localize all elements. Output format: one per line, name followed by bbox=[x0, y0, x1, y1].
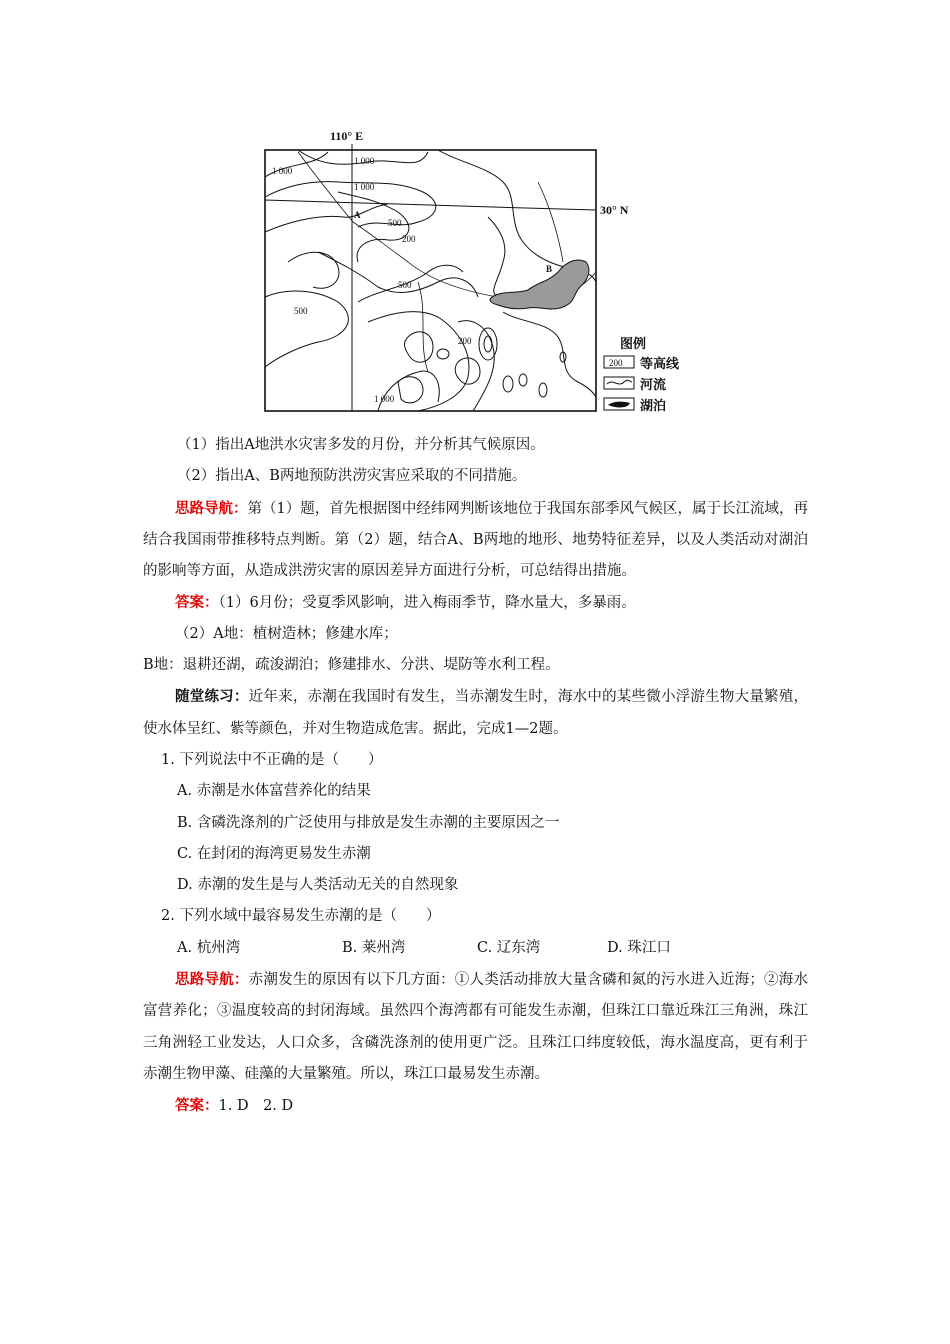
contour-map-figure bbox=[258, 122, 698, 422]
mc2-option-d: D. 珠江口 bbox=[607, 939, 671, 956]
answer-2 bbox=[143, 1090, 808, 1121]
lake-b bbox=[490, 260, 589, 309]
mc1-option-a: A. 赤潮是水体富营养化的结果 bbox=[177, 783, 371, 800]
answer-1-line-3: B地：退耕还湖，疏浚湖泊；修建排水、分洪、堤防等水利工程。 bbox=[143, 657, 560, 674]
latitude-line-east bbox=[526, 208, 596, 210]
mc1-option-b: B. 含磷洗涤剂的广泛使用与排放是发生赤潮的主要原因之一 bbox=[177, 814, 560, 831]
river-symbol-line bbox=[607, 380, 632, 384]
answer-1-line-2: （2）A地：植树造林；修建水库； bbox=[175, 625, 398, 642]
question-1: （1）指出A地洪水灾害多发的月份，并分析其气候原因。 bbox=[177, 437, 545, 453]
contour-map-svg bbox=[258, 122, 698, 422]
map-legend bbox=[604, 336, 680, 414]
guide-label-2: 思路导航： bbox=[175, 971, 249, 989]
contour-label: 1 000 bbox=[374, 394, 395, 404]
document-body bbox=[143, 430, 808, 1122]
contour-label: 500 bbox=[398, 280, 412, 290]
legend-title: 图例 bbox=[620, 337, 647, 352]
mc-question-1: 1. 下列说法中不正确的是（ ） bbox=[161, 751, 383, 768]
answer-1-line-1 bbox=[143, 587, 808, 618]
lake-symbol-shape bbox=[608, 402, 630, 408]
point-a-label: A bbox=[354, 210, 361, 220]
latitude-line bbox=[265, 200, 526, 208]
mc1-option-c: C. 在封闭的海湾更易发生赤潮 bbox=[177, 845, 371, 862]
guide-paragraph-1 bbox=[143, 493, 808, 588]
practice-paragraph bbox=[143, 681, 808, 745]
mc-question-2: 2. 下列水域中最容易发生赤潮的是（ ） bbox=[161, 908, 441, 925]
practice-label: 随堂练习： bbox=[175, 688, 249, 706]
guide-text-2: 赤潮发生的原因有以下几方面：①人类活动排放大量含磷和氮的污水进入近海；②海水富营养化；③温度较高的封闭海域。虽然四个海湾都有可能发生赤潮，但珠江口靠近珠江三角洲，珠江三角洲轻工业发达，人口众多，含磷洗涤剂的使用更广泛。且珠江口纬度较低，海水温度高，更有利于赤潮生物甲藻、硅藻的大量繁殖。所以，珠江口最易发生赤潮。 bbox=[143, 972, 809, 1082]
mc1-option-d: D. 赤潮的发生是与人类活动无关的自然现象 bbox=[177, 877, 459, 894]
legend-contour-value: 200 bbox=[609, 358, 623, 368]
contour-label: 200 bbox=[458, 336, 472, 346]
contour-label: 1 000 bbox=[272, 166, 293, 176]
latitude-label: 30° N bbox=[600, 203, 629, 217]
practice-text: 近年来，赤潮在我国时有发生，当赤潮发生时，海水中的某些微小浮游生物大量繁殖，使水体呈红、紫等颜色，并对生物造成危害。据此，完成1—2题。 bbox=[143, 689, 809, 737]
guide-paragraph-2 bbox=[143, 964, 808, 1090]
mc2-options-row bbox=[143, 933, 808, 964]
legend-contour-label: 等高线 bbox=[640, 357, 680, 372]
guide-label: 思路导航： bbox=[175, 499, 248, 517]
rivers bbox=[298, 152, 596, 372]
contour-label: 1 000 bbox=[354, 182, 375, 192]
point-b-label: B bbox=[546, 264, 553, 274]
guide-text: 第（1）题，首先根据图中经纬网判断该地位于我国东部季风气候区，属于长江流域，再结合我国雨带推移特点判断。第（2）题，结合A、B两地的地形、地势特征差异，以及人类活动对湖泊的影响等方面，从造成洪涝灾害的原因差异方面进行分析，可总结得出措施。 bbox=[143, 500, 808, 580]
contour-label: 500 bbox=[294, 306, 308, 316]
answer-label-2: 答案： bbox=[175, 1097, 219, 1115]
contour-label: 200 bbox=[402, 234, 416, 244]
question-2: （2）指出A、B两地预防洪涝灾害应采取的不同措施。 bbox=[177, 468, 527, 485]
legend-river-label: 河流 bbox=[640, 378, 667, 393]
answer-text-2: 1. D 2. D bbox=[218, 1098, 294, 1115]
contour-label: 1 000 bbox=[354, 156, 375, 166]
mc2-option-a: A. 杭州湾 bbox=[177, 939, 241, 956]
mc2-option-c: C. 辽东湾 bbox=[477, 939, 541, 956]
answer-text: （1）6月份；受夏季风影响，进入梅雨季节，降水量大，多暴雨。 bbox=[218, 595, 636, 612]
legend-lake-label: 湖泊 bbox=[640, 399, 667, 414]
hill-ovals bbox=[437, 328, 566, 397]
mc2-option-b: B. 莱州湾 bbox=[342, 939, 406, 956]
answer-label: 答案： bbox=[175, 594, 219, 612]
longitude-label: 110° E bbox=[330, 129, 364, 143]
contour-label: 500 bbox=[388, 218, 402, 228]
